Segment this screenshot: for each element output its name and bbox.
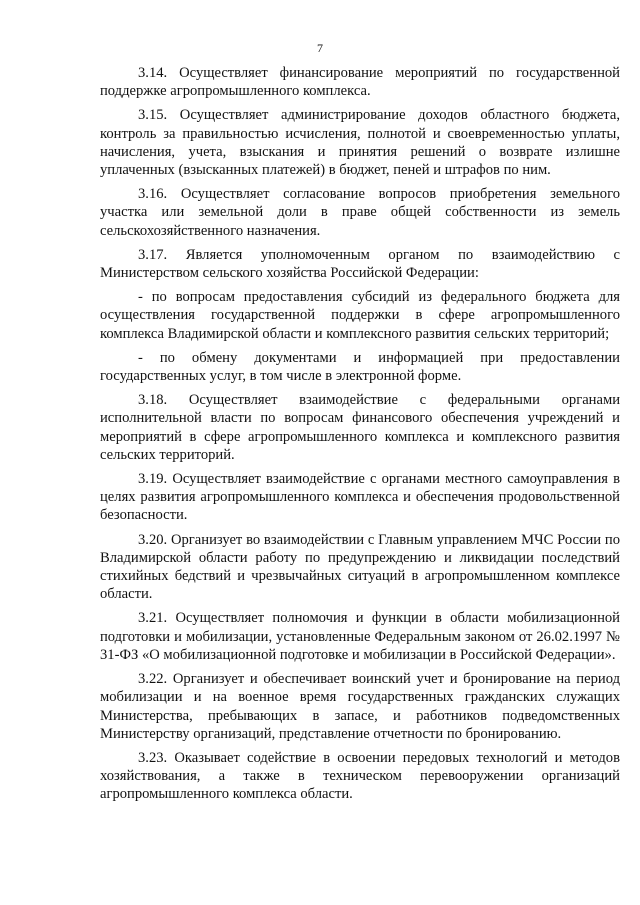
- paragraph-3-17: 3.17. Является уполномоченным органом по взаимодействию с Министерством сельского хозяйства Российской Федерации:: [100, 246, 620, 282]
- paragraph-3-18: 3.18. Осуществляет взаимодействие с федеральными органами исполнительной власти по вопросам финансового обеспечения учреждений и мероприятий в сфере агропромышленного комплекса и комплексного развития сельских территорий.: [100, 392, 620, 463]
- page-number: 7: [317, 41, 323, 55]
- paragraph-3-14: 3.14. Осуществляет финансирование мероприятий по государственной поддержке агропромышленного комплекса.: [100, 65, 620, 100]
- paragraph-3-23: 3.23. Оказывает содействие в освоении передовых технологий и методов хозяйствования, а также в техническом перевооружении организаций агропромышленного комплекса области.: [100, 749, 620, 803]
- list-item-document-exchange: - по обмену документами и информацией при предоставлении государственных услуг, в том числе в электронной форме.: [100, 349, 620, 385]
- paragraph-3-15: 3.15. Осуществляет администрирование доходов областного бюджета, контроль за правильностью исчисления, полнотой и своевременностью уплаты, начисления, учета, взыскания и принятия решений о возврате излишне уплаченных (взысканных платежей) в бюджет, пеней и штрафов по ним.: [100, 107, 620, 179]
- paragraph-3-22: 3.22. Организует и обеспечивает воинский учет и бронирование на период мобилизации и на военное время государственных гражданских служащих Министерства, пребывающих в запасе, и работников подведомственных Министерству организаций, представление отчетности по бронированию.: [100, 671, 620, 742]
- list-item-subsidies: - по вопросам предоставления субсидий из федерального бюджета для осуществления государственной поддержки в сфере агропромышленного комплекса Владимирской области и комплексного развития сельских территорий;: [100, 289, 620, 342]
- document-body: [100, 64, 620, 810]
- paragraph-3-19: 3.19. Осуществляет взаимодействие с органами местного самоуправления в целях развития агропромышленного комплекса и обеспечения продовольственной безопасности.: [100, 471, 620, 524]
- paragraph-3-20: 3.20. Организует во взаимодействии с Главным управлением МЧС России по Владимирской области работу по предупреждению и ликвидации последствий стихийных бедствий и чрезвычайных ситуаций в агропромышленном комплексе области.: [100, 531, 620, 603]
- paragraph-3-16: 3.16. Осуществляет согласование вопросов приобретения земельного участка или земельной доли в праве общей собственности из земель сельскохозяйственного назначения.: [100, 186, 620, 239]
- paragraph-3-21: 3.21. Осуществляет полномочия и функции в области мобилизационной подготовки и мобилизации, установленные Федеральным законом от 26.02.1997 № 31-ФЗ «О мобилизационной подготовке и мобилизации в Российской Федерации».: [100, 610, 620, 663]
